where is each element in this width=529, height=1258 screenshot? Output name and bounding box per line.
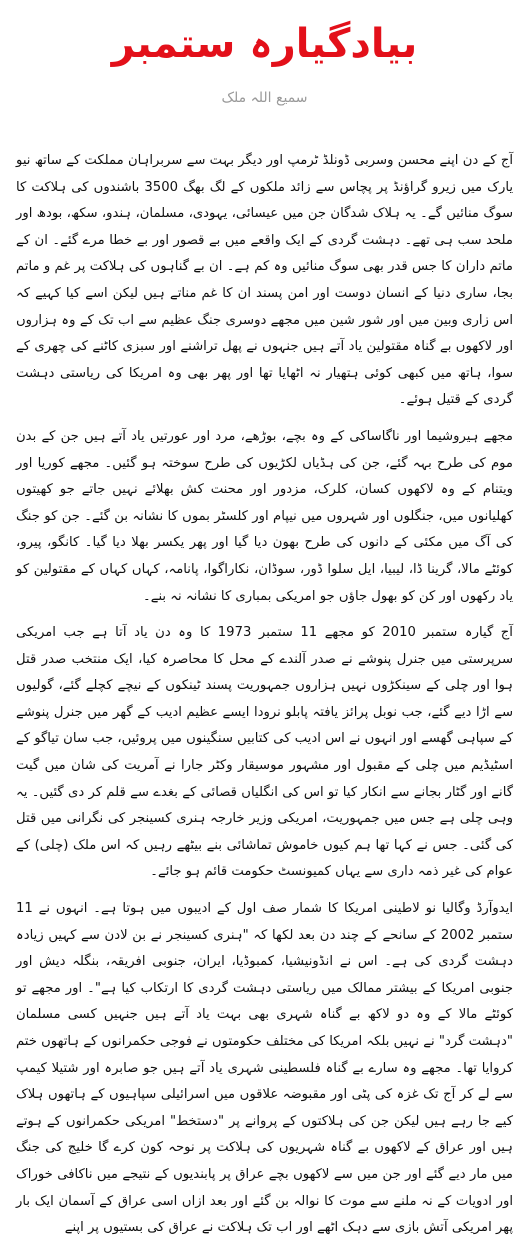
paragraph-3: آج گیارہ ستمبر 2010 کو مجھے 11 ستمبر 1973 کا وہ دن یاد آتا ہے جب امریکی سرپرستی میں جنرل پنوشے نے صدر آلندے کے محل کا محاصرہ کیا، ایک منتخب صدر قتل ہوا اور چلی کے سینکڑوں نہیں ہزاروں جمہوریت پسند ٹینکوں کے نیچے کچلے گئے، گولیوں سے اڑا دیے گئے، جب نوبل پرائز یافتہ پابلو نرودا ایسے عظیم ادیب کے گھر میں جنرل پنوشے کے سپاہی گھسے اور انہوں نے اس ادیب کی کتابیں سنگینوں میں پروئیں، جب سان تیاگو کے اسٹیڈیم میں چلی کے مقبول اور مشہور موسیقار وکٹر جارا نے آمریت کی شان میں گیت گانے اور گٹار بجانے سے انکار کیا تو اس کی انگلیاں قصائی کے بغدے سے قلم کر دی گئیں۔ یہ وہی چلی ہے جس میں جمہوریت، امریکی وزیر خارجہ ہنری کسینجر کی نگرانی میں قتل کی گئی۔ جس نے کہا تھا ہم کیوں خاموش تماشائی بنے بیٹھے رہیں کہ اس ملک (چلی) کے عوام کی غیر ذمہ داری سے یہاں کمیونسٹ حکومت قائم ہو جائے۔ [16, 625, 513, 880]
paragraph-2: مجھے ہیروشیما اور ناگاساکی کے وہ بچے، بوڑھے، مرد اور عورتیں یاد آتے ہیں جن کے بدن موم کی طرح بہہ گئے، جن کی ہڈیاں لکڑیوں کی طرح سوختہ ہو گئیں۔ مجھے کوریا اور ویتنام کے وہ لاکھوں کسان، کلرک، مزدور اور محنت کش بھلائے نہیں جاتے جو کھیتوں کھلیانوں میں، جنگلوں اور شہروں میں نیپام اور کلسٹر بموں کا نشانہ بن گئے۔ جن کو جنگ کی آگ میں مکئی کے دانوں کی طرح بھون دیا گیا اور پھر یکسر بھلا دیا گیا۔ کانگو، پیرو، کوئٹے مالا، گرینا ڈا، لیبیا، ایل سلوا ڈور، سوڈان، نکاراگوا، پانامہ، کہاں کہاں کے مقتولین کو یاد رکھوں اور کن کو بھول جاؤں جو امریکی بمباری کا نشانہ نہ بنے۔ [16, 428, 513, 604]
article-title: بیادگیارہ ستمبر [111, 21, 418, 67]
paragraph-1: آج کے دن اپنے محسن وسربی ڈونلڈ ٹرمپ اور دیگر بہت سے سربراہان مملکت کے ساتھ نیو یارک میں زیرو گراؤنڈ پر پچاس سے زائد ملکوں کے لگ بھگ 3500 باشندوں کی ہلاکت کا سوگ منائیں گے۔ یہ ہلاک شدگان جن میں عیسائی، یہودی، مسلمان، ہندو، سکھ، بودھ اور ملحد سب ہی تھے۔ دہشت گردی کے ایک واقعے میں بے قصور اور بے خطا مرے گئے۔ ان کے ماتم داران کا جس قدر بھی سوگ منائیں وہ کم ہے۔ ان بے گناہوں کی ہلاکت پر غم و ماتم بجا، ساری دنیا کے انسان دوست اور امن پسند ان کا غم مناتے ہیں لیکن اسے کیا کہیے کہ اس زاری وبین میں اور شور شین میں مجھے دوسری جنگ عظیم سے اب تک کے وہ ہزاروں اور لاکھوں بے گناہ مقتولین یاد آتے ہیں جنہوں نے پھل تراشنے اور سبزی کاٹنے کی چھری کے سوا، ہاتھ میں کبھی کوئی ہتھیار نہ اٹھایا تھا اور پھر بھی وہ امریکا کی ریاستی دہشت گردی کے قتیل ہوئے۔ [16, 153, 514, 408]
paragraph-4: ایدوآرڈ وگالیا نو لاطینی امریکا کا شمار صف اول کے ادیبوں میں ہوتا ہے۔ انہوں نے 11 ستمبر 2002 کے سانحے کے چند دن بعد لکھا کہ "ہنری کسینجر نے بن لادن سے کہیں زیادہ دہشت گردی کی ہے۔ اس نے انڈونیشیا، کمبوڈیا، ایران، جنوبی افریقہ، بنگلہ دیش اور جنوبی امریکا کے بیشتر ممالک میں ریاستی دہشت گردی کا ارتکاب کیا ہے"۔ اور مجھے تو کوئٹے مالا کے وہ دو لاکھ بے گناہ شہری بھی بہت یاد آتے ہیں جنہیں کسی مسلمان "دہشت گرد" نے نہیں بلکہ امریکا کی مختلف حکومتوں نے فوجی حکمرانوں کے ہاتھوں ختم کروایا تھا۔ مجھے وہ سارے بے گناہ فلسطینی شہری یاد آتے ہیں جو صابرہ اور شتیلا کیمپ سے لے کر آج تک غزہ کی پٹی اور مقبوضہ علاقوں میں اسرائیلی سپاہیوں کے ہاتھوں ہلاک کیے جا رہے ہیں لیکن جن کی ہلاکتوں کے پروانے پر "دستخط" امریکی حکمرانوں کے ہوتے ہیں اور عراق کے لاکھوں بے گناہ شہریوں کی ہلاکت پر نوحہ کون کرے گا خلیج کی جنگ میں مار دیے گئے اور جن میں سے لاکھوں بچے عراق پر پابندیوں کے نتیجے میں ناکافی خوراک اور ادویات کے نہ ملنے سے موت کا نوالہ بن گئے اور بعد ازاں اسی عراق کے آسمان ایک بار پھر امریکی آتش بازی سے دہک اٹھے اور اب تک ہلاکت نے عراق کی بستیوں پر اپنے [16, 901, 513, 1236]
author-byline: سمیع اللہ ملک [221, 90, 308, 106]
article-body [16, 148, 513, 1252]
